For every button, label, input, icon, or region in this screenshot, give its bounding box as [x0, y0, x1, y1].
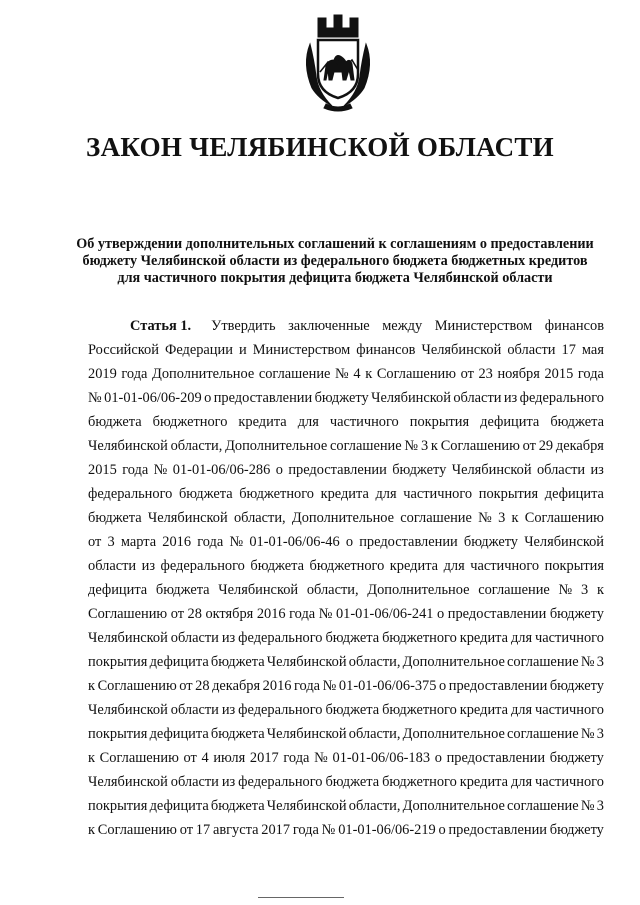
word: предоставлении	[359, 534, 458, 550]
word: Челябинской	[266, 654, 347, 670]
word: №	[404, 438, 419, 454]
word: 01-01-06/06-183	[332, 750, 431, 766]
body-line-text	[88, 530, 604, 554]
word: года	[197, 534, 224, 550]
word: Челябинской	[88, 630, 168, 646]
body-line	[88, 626, 604, 650]
word: частичного	[535, 702, 604, 718]
word: соглашение	[330, 438, 402, 454]
word: покрытия	[88, 798, 148, 814]
word: дефицита	[88, 582, 148, 598]
word: №	[335, 366, 349, 382]
word: Дополнительное	[402, 726, 505, 742]
word: бюджета	[210, 654, 265, 670]
word: 3	[498, 510, 506, 526]
word: года	[292, 822, 319, 838]
word: бюджета	[325, 630, 380, 646]
word: дефицита	[480, 414, 540, 430]
word: 3	[420, 438, 429, 454]
footer-divider	[258, 897, 344, 898]
body-line	[88, 314, 604, 338]
word: предоставлении	[447, 606, 547, 622]
word: области,	[348, 654, 401, 670]
word: предоставлении	[448, 678, 548, 694]
word: к	[430, 438, 438, 454]
body-line-text	[88, 578, 604, 602]
body-line-text	[88, 794, 604, 818]
word: кредита	[238, 414, 287, 430]
word: покрытия	[88, 726, 148, 742]
word: предоставлении	[446, 750, 546, 766]
law-subtitle	[70, 236, 600, 287]
body-line-text	[88, 722, 604, 746]
word: бюджета	[250, 558, 305, 574]
word: октября	[205, 606, 254, 622]
body-line-text	[88, 650, 604, 674]
word: 3	[596, 798, 604, 814]
word: бюджетного	[309, 558, 385, 574]
word: области	[170, 774, 219, 790]
word: Челябинской	[266, 798, 347, 814]
word: Соглашению	[99, 750, 179, 766]
word: 01-01-06/06-46	[249, 534, 340, 550]
word: области	[453, 390, 502, 406]
body-line	[88, 386, 604, 410]
word: №	[580, 798, 595, 814]
word: Дополнительное	[152, 366, 255, 382]
word: и	[238, 342, 247, 358]
body-line-text	[88, 626, 604, 650]
body-line	[88, 674, 604, 698]
word: кредита	[320, 486, 369, 502]
word: года	[122, 462, 149, 478]
word: области,	[306, 582, 359, 598]
word: от	[522, 438, 536, 454]
word: кредита	[459, 774, 509, 790]
word: для	[510, 630, 533, 646]
body-line-text	[88, 698, 604, 722]
word: бюджета	[88, 414, 142, 430]
word: №	[314, 750, 328, 766]
word: 3	[596, 726, 604, 742]
body-line	[88, 722, 604, 746]
body-line	[88, 410, 604, 434]
word: от	[183, 750, 197, 766]
body-line-text	[88, 602, 604, 626]
word: Дополнительное	[367, 582, 470, 598]
word: от	[179, 822, 194, 838]
word: соглашение	[258, 366, 331, 382]
word: финансов	[356, 342, 416, 358]
word: Челябинской	[88, 702, 168, 718]
word: №	[580, 726, 595, 742]
word: 2015	[544, 366, 574, 382]
word: области,	[233, 510, 286, 526]
word: кредита	[389, 558, 439, 574]
body-line	[88, 746, 604, 770]
word: 29	[538, 438, 554, 454]
word: дефицита	[544, 486, 604, 502]
word: Соглашению	[524, 510, 604, 526]
word: Соглашению	[97, 822, 177, 838]
word: соглашение	[507, 726, 579, 742]
body-line-text	[88, 818, 604, 842]
word: области,	[348, 798, 401, 814]
word: Челябинской	[524, 534, 604, 550]
word: из	[590, 462, 604, 478]
word: для	[375, 486, 397, 502]
word: покрытия	[409, 414, 470, 430]
word: для	[443, 558, 465, 574]
body-line-text	[88, 386, 604, 410]
word: мая	[581, 342, 604, 358]
body-line	[88, 434, 604, 458]
word: к	[511, 510, 519, 526]
body-line-text	[88, 482, 604, 506]
word: 2017	[249, 750, 279, 766]
word: о	[204, 390, 212, 406]
word: предоставлении	[213, 390, 313, 406]
word: предоставлении	[288, 462, 387, 478]
word: дефицита	[149, 798, 209, 814]
word: 3	[107, 534, 115, 550]
word: 01-01-06/06-375	[338, 678, 437, 694]
body-line-text	[88, 674, 604, 698]
word: дефицита	[149, 654, 209, 670]
word: дефицита	[149, 726, 209, 742]
word: Соглашению	[440, 438, 520, 454]
word: Челябинской	[147, 510, 228, 526]
word: Соглашению	[88, 606, 168, 622]
word: Челябинской	[88, 438, 168, 454]
word: 2015	[88, 462, 117, 478]
word: из	[141, 558, 156, 574]
body-line-text: Утвердить заключенные между Министерством финансов	[211, 318, 604, 334]
word: бюджетного	[152, 414, 228, 430]
body-line	[88, 530, 604, 554]
word: №	[321, 822, 336, 838]
word: бюджету	[549, 750, 604, 766]
body-line	[88, 650, 604, 674]
word: Челябинской	[88, 774, 168, 790]
word: года	[577, 366, 604, 382]
word: 2019	[88, 366, 117, 382]
body-line-text	[88, 506, 604, 530]
body-line-text	[88, 410, 604, 434]
word: №	[478, 510, 492, 526]
body-line	[88, 698, 604, 722]
word: 2017	[261, 822, 291, 838]
word: №	[88, 390, 102, 406]
word: частичного	[535, 774, 604, 790]
word: 23	[478, 366, 493, 382]
word: Дополнительное	[402, 654, 505, 670]
word: от	[170, 606, 184, 622]
word: бюджету	[314, 390, 369, 406]
word: к	[88, 822, 95, 838]
word: области	[88, 558, 137, 574]
word: покрытия	[478, 486, 539, 502]
body-line-text	[88, 362, 604, 386]
word: 4	[353, 366, 361, 382]
word: федерального	[160, 558, 245, 574]
word: №	[153, 462, 168, 478]
word: области	[536, 462, 586, 478]
body-line	[88, 458, 604, 482]
word: бюджета	[210, 798, 265, 814]
word: бюджета	[88, 510, 142, 526]
word: Федерации	[164, 342, 233, 358]
word: бюджетного	[239, 486, 314, 502]
word: Челябинской	[451, 462, 532, 478]
word: частичного	[535, 630, 604, 646]
word: бюджета	[210, 726, 265, 742]
body-line-text	[88, 746, 604, 770]
word: о	[439, 678, 447, 694]
word: Соглашению	[97, 678, 177, 694]
word: Челябинской	[266, 726, 347, 742]
word: марта	[120, 534, 157, 550]
word: из	[503, 390, 518, 406]
body-line-text	[88, 554, 604, 578]
word: частичного	[329, 414, 399, 430]
article-body	[88, 314, 604, 842]
word: бюджету	[463, 534, 519, 550]
body-line	[88, 794, 604, 818]
word: из	[221, 702, 236, 718]
word: от	[460, 366, 474, 382]
word: федерального	[88, 486, 173, 502]
word: соглашение	[400, 510, 472, 526]
word: соглашение	[507, 654, 579, 670]
word: 01-01-06/06-241	[335, 606, 434, 622]
word: 3	[581, 582, 589, 598]
word: года	[289, 606, 316, 622]
word: года	[121, 366, 148, 382]
word: кредита	[459, 702, 509, 718]
word: бюджета	[178, 486, 233, 502]
word: федерального	[238, 702, 323, 718]
word: области	[507, 342, 556, 358]
word: бюджету	[549, 678, 604, 694]
word: 2016	[262, 678, 292, 694]
word: Челябинской	[421, 342, 502, 358]
word: №	[558, 582, 573, 598]
word: о	[438, 822, 446, 838]
body-line	[88, 818, 604, 842]
word: бюджетного	[382, 702, 457, 718]
word: декабря	[555, 438, 604, 454]
body-line	[88, 482, 604, 506]
subtitle-line: для частичного покрытия дефицита бюджета Челябинской области	[117, 270, 553, 286]
word: 28	[195, 678, 210, 694]
word: частичного	[470, 558, 540, 574]
word: о	[437, 606, 445, 622]
word: из	[221, 774, 236, 790]
word: федерального	[238, 630, 323, 646]
word: 01-01-06/06-209	[104, 390, 202, 406]
word: к	[596, 582, 604, 598]
word: из	[221, 630, 236, 646]
subtitle-line: бюджету Челябинской области из федерального бюджета бюджетных кредитов	[82, 253, 588, 269]
word: о	[434, 750, 442, 766]
subtitle-line: Об утверждении дополнительных соглашений к соглашениям о предоставлении	[76, 236, 594, 252]
word: частичного	[403, 486, 473, 502]
word: о	[275, 462, 283, 478]
word: федерального	[238, 774, 323, 790]
word: к	[88, 678, 95, 694]
body-line-text	[88, 458, 604, 482]
word: предоставлении	[448, 822, 547, 838]
word: бюджету	[549, 606, 604, 622]
word: от	[88, 534, 102, 550]
word: 4	[201, 750, 209, 766]
word: 2016	[162, 534, 192, 550]
word: области	[170, 702, 219, 718]
word: бюджету	[392, 462, 447, 478]
body-line-text	[88, 770, 604, 794]
article-label: Статья 1.	[130, 318, 192, 334]
word: Челябинской	[218, 582, 299, 598]
word: бюджетного	[382, 630, 457, 646]
word: Челябинской	[371, 390, 451, 406]
word: 17	[561, 342, 576, 358]
word: бюджета	[550, 414, 604, 430]
word: 17	[195, 822, 211, 838]
word: бюджета	[325, 702, 380, 718]
word: №	[229, 534, 244, 550]
word: области,	[170, 438, 223, 454]
word: №	[318, 606, 333, 622]
word: о	[345, 534, 354, 550]
word: области,	[348, 726, 401, 742]
word: к	[88, 750, 95, 766]
body-line	[88, 506, 604, 530]
law-title: ЗАКОН ЧЕЛЯБИНСКОЙ ОБЛАСТИ	[86, 132, 554, 162]
coat-of-arms-icon	[296, 14, 380, 112]
word: бюджетного	[382, 774, 457, 790]
word: федерального	[519, 390, 604, 406]
word: Министерством	[252, 342, 351, 358]
word: покрытия	[88, 654, 148, 670]
body-line	[88, 770, 604, 794]
word: для	[297, 414, 319, 430]
word: 3	[596, 654, 604, 670]
word: декабря	[212, 678, 261, 694]
word: для	[510, 702, 533, 718]
body-line-text	[88, 434, 604, 458]
word: бюджета	[325, 774, 380, 790]
word: ноября	[497, 366, 540, 382]
body-line	[88, 338, 604, 362]
word: Дополнительное	[225, 438, 328, 454]
body-line-text	[88, 338, 604, 362]
word: покрытия	[544, 558, 604, 574]
body-line	[88, 578, 604, 602]
word: 28	[187, 606, 202, 622]
word: №	[322, 678, 337, 694]
word: кредита	[459, 630, 509, 646]
word: соглашение	[507, 798, 579, 814]
body-line	[88, 362, 604, 386]
word: области	[170, 630, 219, 646]
word: бюджету	[549, 822, 604, 838]
word: года	[283, 750, 310, 766]
word: от	[179, 678, 193, 694]
word: для	[510, 774, 533, 790]
word: Соглашению	[376, 366, 456, 382]
word: Дополнительное	[291, 510, 395, 526]
word: Российской	[88, 342, 159, 358]
word: 01-01-06/06-219	[338, 822, 436, 838]
word: Дополнительное	[402, 798, 505, 814]
word: года	[294, 678, 321, 694]
body-line	[88, 554, 604, 578]
word: июля	[213, 750, 246, 766]
word: бюджета	[155, 582, 210, 598]
word: 2016	[256, 606, 286, 622]
word: к	[365, 366, 373, 382]
body-line	[88, 602, 604, 626]
word: августа	[212, 822, 259, 838]
word: №	[580, 654, 595, 670]
word: соглашение	[478, 582, 550, 598]
word: 01-01-06/06-286	[172, 462, 271, 478]
